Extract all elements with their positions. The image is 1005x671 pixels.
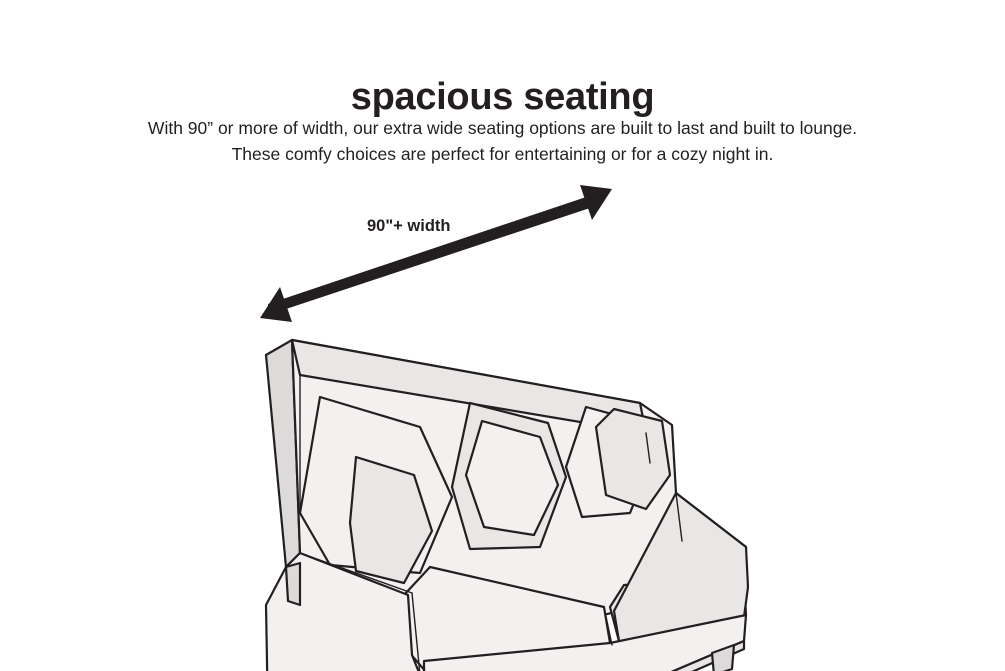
page-title: spacious seating <box>350 76 655 119</box>
sofa-diagram <box>0 175 1005 671</box>
description-line-2: These comfy choices are perfect for entertaining or for a cozy night in. <box>231 144 774 165</box>
width-dimension-arrow <box>260 185 612 322</box>
description-line-1: With 90” or more of width, our extra wide seating options are built to last and built to lounge. <box>147 118 858 138</box>
description-text <box>88 115 918 168</box>
sofa-line-illustration <box>0 175 1005 671</box>
width-dimension-label: 90"+ width <box>367 217 451 235</box>
sofa-leg-back <box>286 563 300 605</box>
